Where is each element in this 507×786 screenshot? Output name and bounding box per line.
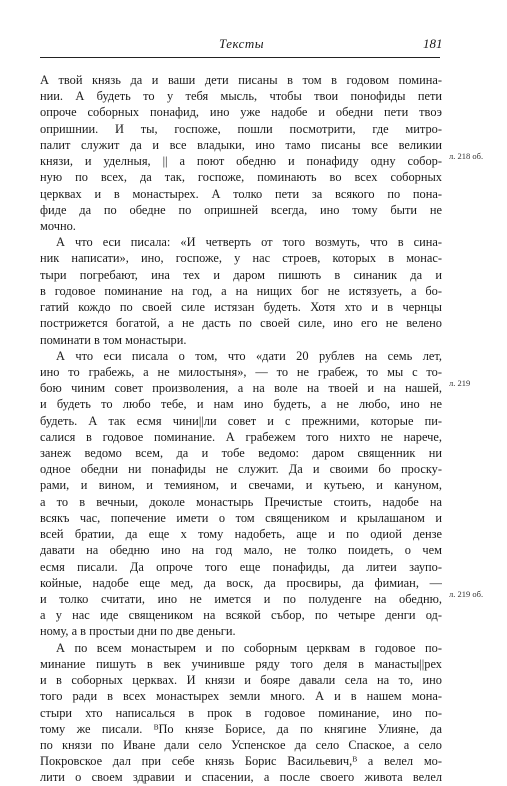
text-line: минание пишуть в век учинивше ряду того деля в манасты||рех bbox=[40, 656, 442, 671]
text-line: нии. А будеть то у тебя мысль, чтобы твои понофиды пети bbox=[40, 89, 442, 104]
text-line: стыри хто написалься в прок в годовое поминание, ино по- bbox=[40, 705, 442, 720]
header-rule bbox=[40, 57, 440, 58]
text-line: всякъ час, попечение имети о том священиком и крылашаном и bbox=[40, 510, 442, 525]
text-line: в годовое поминание на год, а на нищих бог не истязуеть, а бо- bbox=[40, 283, 442, 298]
text-line: будеть. А так есмя чини||ли совет и с прежними, которые пи- bbox=[40, 413, 442, 428]
text-line: а у нас иде священиком на всякой събор, по четыре денги од- bbox=[40, 608, 442, 623]
text-line: того ради в всех монастырех земли много. А и в нашем мона- bbox=[40, 689, 442, 704]
text-line: салися в годовое поминание. А грабежем того нихто не нарече, bbox=[40, 429, 442, 444]
text-line: гатий кождо по своей силе истязан будеть. Хотя хто и в чернцы bbox=[40, 300, 442, 315]
text-line: фиде да по обедне по опришней всегда, ино тому быти не bbox=[40, 202, 442, 217]
text-line: мочно. bbox=[40, 218, 76, 233]
text-line: и в соборных церквах. И князи и бояре давали села на то, ино bbox=[40, 673, 442, 688]
text-line: тыри погребают, ина тех и даром пишють в синаник да и bbox=[40, 267, 442, 282]
text-line: есмя писали. Да опроче того еще понафиды, да литеи заупо- bbox=[40, 559, 442, 574]
paragraph-start: А по всем монастырем и по соборным церквам в годовое по- bbox=[56, 640, 442, 655]
text-line: князи, и уделныя, || а поют обедню и понафиду одну собор- bbox=[40, 154, 442, 169]
text-line: одное обедни ни понафиды не служит. Да и своими бо проску- bbox=[40, 462, 442, 477]
text-line: а то в вечныи, доколе монастырь Пречистые стоить, надобе на bbox=[40, 494, 442, 509]
text-line: опришнии. И ты, госпоже, пошли посмотрити, где митро- bbox=[40, 121, 442, 136]
text-line: лити о своем здравии и спасении, а после своего живота велел bbox=[40, 770, 442, 785]
text-line: всей братии, да еще х тому надобеть, аще и по одиой дензе bbox=[40, 527, 442, 542]
running-title: Тексты bbox=[219, 36, 265, 51]
paragraph-start: А что еси писала о том, что «дати 20 рублев на семь лет, bbox=[56, 348, 442, 363]
text-line: рами, и вином, и темияном, и свечами, и кутьею, и кануном, bbox=[40, 478, 442, 493]
text-line: ному, а в простыи дни по две деньги. bbox=[40, 624, 236, 639]
paragraph-start: А что еси писала: «И четверть от того возмуть, что в сина- bbox=[56, 235, 442, 250]
text-line: по князи по Иване дали село Успенское да село Спаское, а село bbox=[40, 737, 442, 752]
folio-note: л. 219 bbox=[449, 378, 471, 388]
text-line: палит служит да и все владыки, ино тамо писаны все великии bbox=[40, 137, 442, 152]
text-line: Покровское дал при себе князь Борис Васильевич,ᴮ а велел мо- bbox=[40, 754, 442, 769]
running-head bbox=[0, 36, 507, 56]
text-line: занеж ведомо всем, да и тобе ведомо: даром священник ни bbox=[40, 446, 442, 461]
text-line: ную по всех, да так, госпоже, поминають во всех соборных bbox=[40, 170, 442, 185]
text-line: и толко считати, ино не имется и по полуденге на обедню, bbox=[40, 592, 442, 606]
text-line: А твой князь да и ваши дети писаны в том в годовом помина- bbox=[40, 73, 442, 87]
text-line: давати на обедню ино на год мало, не толко поидеть, о чем bbox=[40, 543, 442, 558]
text-line: тому же писали. ᴮПо князе Борисе, да по княгине Улияне, да bbox=[40, 721, 442, 736]
text-line: пострижется богатой, а не дасть по своей силе, ино его не велено bbox=[40, 316, 442, 331]
page-number: 181 bbox=[423, 36, 443, 51]
text-line: ник написати», ино, госпоже, у нас строев, которых в монас- bbox=[40, 251, 442, 266]
text-line: бою чиним совет произволения, а на воле на твоей и на нашей, bbox=[40, 381, 442, 396]
text-line: поминати в том монастыри. bbox=[40, 332, 187, 347]
folio-note: л. 218 об. bbox=[449, 151, 484, 161]
text-body bbox=[40, 72, 442, 786]
text-line: ино то грабежь, а не милостыня», — то не грабеж, то мы с то- bbox=[40, 364, 442, 379]
folio-note: л. 219 об. bbox=[449, 589, 484, 599]
text-line: опроче соборных понафид, ино уже надобе и обедни пети твоэ bbox=[40, 105, 442, 120]
text-line: койные, надобе еще мед, да воск, да просвиры, да фимиан, — bbox=[40, 575, 442, 590]
text-line: церквах и в монастырех. А толко пети за всякого по пона- bbox=[40, 186, 442, 201]
text-line: и будеть то любо тебе, и нам ино будеть, а не любо, ино не bbox=[40, 397, 442, 412]
